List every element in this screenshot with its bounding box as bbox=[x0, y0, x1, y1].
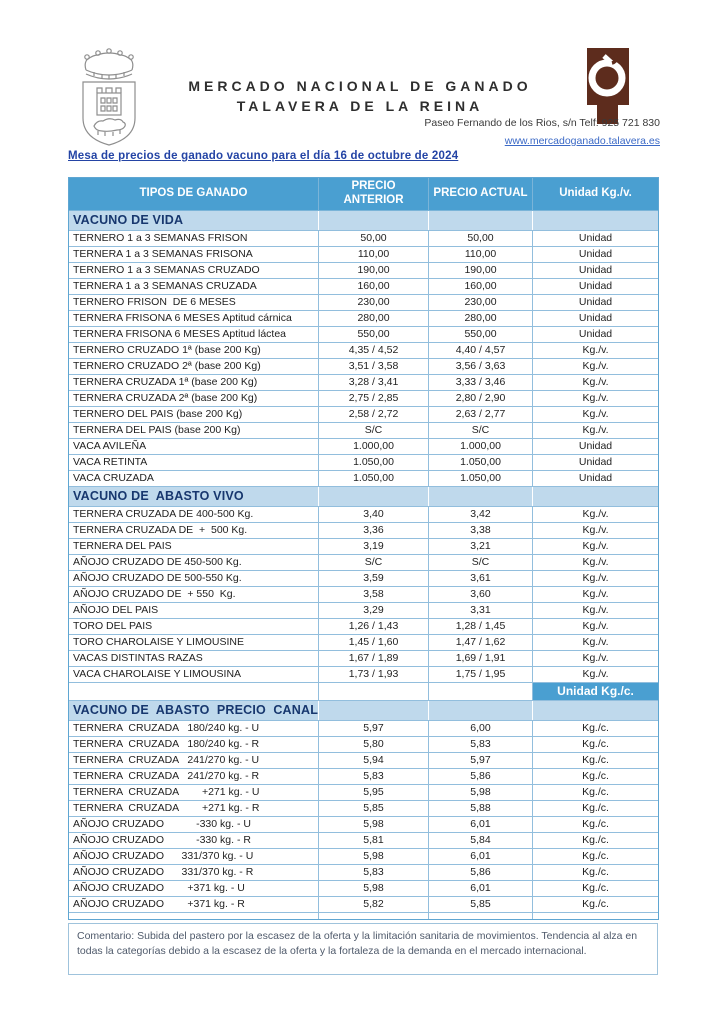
cell-precio-anterior: 5,97 bbox=[319, 720, 429, 736]
cell-precio-actual: 4,40 / 4,57 bbox=[429, 342, 533, 358]
cell-precio-actual: 1,75 / 1,95 bbox=[429, 666, 533, 682]
cell-tipo: TERNERO 1 a 3 SEMANAS CRUZADO bbox=[69, 262, 319, 278]
cell-precio-actual: 3,61 bbox=[429, 570, 533, 586]
table-row bbox=[69, 262, 659, 278]
cell-precio-actual: 550,00 bbox=[429, 326, 533, 342]
table-row bbox=[69, 650, 659, 666]
empty-row bbox=[69, 912, 659, 919]
price-table bbox=[68, 177, 659, 920]
cell-precio-anterior: 230,00 bbox=[319, 294, 429, 310]
cell-precio-actual: 6,01 bbox=[429, 816, 533, 832]
cell-unidad: Unidad bbox=[533, 262, 659, 278]
organization-name bbox=[150, 76, 570, 116]
cell-precio-anterior: 5,82 bbox=[319, 896, 429, 912]
table-row bbox=[69, 768, 659, 784]
cell-precio-actual: 3,42 bbox=[429, 506, 533, 522]
cell-unidad: Kg./v. bbox=[533, 602, 659, 618]
cell-precio-anterior: 2,58 / 2,72 bbox=[319, 406, 429, 422]
cell-precio-anterior: 50,00 bbox=[319, 230, 429, 246]
table-row bbox=[69, 374, 659, 390]
empty-cell bbox=[429, 682, 533, 700]
empty-cell bbox=[319, 682, 429, 700]
cell-tipo: TERNERA CRUZADA DE 400-500 Kg. bbox=[69, 506, 319, 522]
cell-precio-actual: 6,01 bbox=[429, 880, 533, 896]
table-row bbox=[69, 736, 659, 752]
section-fill-cell bbox=[319, 700, 429, 720]
cell-unidad: Unidad bbox=[533, 294, 659, 310]
section-fill-cell bbox=[533, 486, 659, 506]
section-fill-cell bbox=[429, 486, 533, 506]
cell-unidad: Kg./c. bbox=[533, 784, 659, 800]
table-row bbox=[69, 454, 659, 470]
cell-unidad: Kg./v. bbox=[533, 650, 659, 666]
table-row bbox=[69, 880, 659, 896]
cell-precio-actual: 3,56 / 3,63 bbox=[429, 358, 533, 374]
table-row bbox=[69, 522, 659, 538]
cell-unidad: Unidad bbox=[533, 438, 659, 454]
table-row bbox=[69, 752, 659, 768]
cell-precio-anterior: 3,59 bbox=[319, 570, 429, 586]
table-row bbox=[69, 310, 659, 326]
cell-precio-anterior: 5,85 bbox=[319, 800, 429, 816]
cell-tipo: TORO DEL PAIS bbox=[69, 618, 319, 634]
cell-precio-actual: 230,00 bbox=[429, 294, 533, 310]
cell-precio-actual: 5,88 bbox=[429, 800, 533, 816]
cell-unidad: Kg./v. bbox=[533, 618, 659, 634]
cell-tipo: TERNERA FRISONA 6 MESES Aptitud láctea bbox=[69, 326, 319, 342]
cell-tipo: VACA CHAROLAISE Y LIMOUSINA bbox=[69, 666, 319, 682]
table-row bbox=[69, 554, 659, 570]
cell-unidad: Kg./c. bbox=[533, 720, 659, 736]
cell-precio-anterior: 280,00 bbox=[319, 310, 429, 326]
cell-unidad: Kg./c. bbox=[533, 832, 659, 848]
cell-precio-actual: 110,00 bbox=[429, 246, 533, 262]
cell-precio-anterior: 550,00 bbox=[319, 326, 429, 342]
cell-unidad: Kg./c. bbox=[533, 816, 659, 832]
cell-precio-anterior: 5,80 bbox=[319, 736, 429, 752]
table-row bbox=[69, 618, 659, 634]
table-row bbox=[69, 864, 659, 880]
cell-precio-anterior: 5,83 bbox=[319, 768, 429, 784]
cell-precio-actual: 1.050,00 bbox=[429, 470, 533, 486]
section-title: VACUNO DE VIDA bbox=[69, 210, 319, 230]
cell-unidad: Unidad bbox=[533, 246, 659, 262]
cell-unidad: Kg./c. bbox=[533, 736, 659, 752]
section-header-row bbox=[69, 700, 659, 720]
cell-unidad: Kg./v. bbox=[533, 554, 659, 570]
table-row bbox=[69, 832, 659, 848]
table-row bbox=[69, 538, 659, 554]
cell-tipo: TERNERA CRUZADA +271 kg. - U bbox=[69, 784, 319, 800]
cell-precio-anterior: 3,51 / 3,58 bbox=[319, 358, 429, 374]
cell-precio-actual: 3,31 bbox=[429, 602, 533, 618]
cell-unidad: Kg./c. bbox=[533, 800, 659, 816]
cell-precio-anterior: 3,36 bbox=[319, 522, 429, 538]
cell-tipo: TERNERA CRUZADA DE + 500 Kg. bbox=[69, 522, 319, 538]
cell-unidad: Kg./v. bbox=[533, 390, 659, 406]
table-row bbox=[69, 390, 659, 406]
brown-ring-p-logo-icon bbox=[584, 48, 632, 124]
cell-unidad: Kg./v. bbox=[533, 374, 659, 390]
cell-precio-anterior: 1,45 / 1,60 bbox=[319, 634, 429, 650]
cell-unidad: Kg./v. bbox=[533, 422, 659, 438]
cell-precio-anterior: 1,73 / 1,93 bbox=[319, 666, 429, 682]
table-row bbox=[69, 848, 659, 864]
section-fill-cell bbox=[533, 210, 659, 230]
cell-tipo: AÑOJO CRUZADO -330 kg. - U bbox=[69, 816, 319, 832]
cell-precio-actual: 5,83 bbox=[429, 736, 533, 752]
cell-tipo: TERNERA CRUZADA 180/240 kg. - R bbox=[69, 736, 319, 752]
cell-unidad: Kg./v. bbox=[533, 506, 659, 522]
cell-precio-actual: 6,01 bbox=[429, 848, 533, 864]
cell-tipo: AÑOJO CRUZADO DE + 550 Kg. bbox=[69, 586, 319, 602]
cell-unidad: Kg./v. bbox=[533, 342, 659, 358]
cell-tipo: TERNERO CRUZADO 1ª (base 200 Kg) bbox=[69, 342, 319, 358]
cell-tipo: TERNERA CRUZADA 241/270 kg. - R bbox=[69, 768, 319, 784]
table-row bbox=[69, 438, 659, 454]
cell-precio-anterior: 160,00 bbox=[319, 278, 429, 294]
cell-precio-actual: 1.000,00 bbox=[429, 438, 533, 454]
cell-precio-anterior: 5,94 bbox=[319, 752, 429, 768]
section-header-row bbox=[69, 210, 659, 230]
page-title: Mesa de precios de ganado vacuno para el día 16 de octubre de 2024 bbox=[68, 150, 459, 162]
cell-precio-anterior: 3,19 bbox=[319, 538, 429, 554]
table-row bbox=[69, 294, 659, 310]
cell-tipo: TERNERO CRUZADO 2ª (base 200 Kg) bbox=[69, 358, 319, 374]
cell-precio-actual: S/C bbox=[429, 554, 533, 570]
empty-cell bbox=[69, 682, 319, 700]
cell-precio-anterior: 3,40 bbox=[319, 506, 429, 522]
cell-unidad: Unidad bbox=[533, 470, 659, 486]
cell-unidad: Kg./v. bbox=[533, 586, 659, 602]
cell-tipo: AÑOJO CRUZADO +371 kg. - U bbox=[69, 880, 319, 896]
cell-unidad: Kg./v. bbox=[533, 406, 659, 422]
cell-precio-actual: 3,38 bbox=[429, 522, 533, 538]
table-row bbox=[69, 816, 659, 832]
unit-change-row bbox=[69, 682, 659, 700]
section-title: VACUNO DE ABASTO VIVO bbox=[69, 486, 319, 506]
table-row bbox=[69, 800, 659, 816]
section-fill-cell bbox=[429, 700, 533, 720]
cell-tipo: AÑOJO DEL PAIS bbox=[69, 602, 319, 618]
cell-precio-actual: 160,00 bbox=[429, 278, 533, 294]
cell-precio-anterior: 3,58 bbox=[319, 586, 429, 602]
website-link[interactable]: www.mercadoganado.talavera.es bbox=[504, 135, 660, 147]
cell-precio-actual: 1,47 / 1,62 bbox=[429, 634, 533, 650]
cell-precio-anterior: 1.050,00 bbox=[319, 454, 429, 470]
empty-cell bbox=[69, 912, 319, 919]
table-row bbox=[69, 326, 659, 342]
table-row bbox=[69, 422, 659, 438]
cell-precio-anterior: 1,26 / 1,43 bbox=[319, 618, 429, 634]
table-row bbox=[69, 506, 659, 522]
cell-precio-anterior: 190,00 bbox=[319, 262, 429, 278]
cell-tipo: TERNERA CRUZADA 2ª (base 200 Kg) bbox=[69, 390, 319, 406]
cell-unidad: Kg./v. bbox=[533, 666, 659, 682]
cell-unidad: Kg./v. bbox=[533, 358, 659, 374]
cell-tipo: TERNERO 1 a 3 SEMANAS FRISON bbox=[69, 230, 319, 246]
cell-tipo: AÑOJO CRUZADO DE 500-550 Kg. bbox=[69, 570, 319, 586]
cell-precio-actual: 5,86 bbox=[429, 768, 533, 784]
section-header-row bbox=[69, 486, 659, 506]
cell-tipo: AÑOJO CRUZADO -330 kg. - R bbox=[69, 832, 319, 848]
cell-precio-anterior: 1.050,00 bbox=[319, 470, 429, 486]
cell-precio-anterior: 1,67 / 1,89 bbox=[319, 650, 429, 666]
cell-precio-anterior: S/C bbox=[319, 554, 429, 570]
table-row bbox=[69, 720, 659, 736]
cell-precio-anterior: 5,98 bbox=[319, 848, 429, 864]
cell-tipo: AÑOJO CRUZADO +371 kg. - R bbox=[69, 896, 319, 912]
cell-precio-actual: 5,98 bbox=[429, 784, 533, 800]
section-fill-cell bbox=[429, 210, 533, 230]
cell-unidad: Unidad bbox=[533, 310, 659, 326]
table-row bbox=[69, 634, 659, 650]
cell-unidad: Kg./c. bbox=[533, 752, 659, 768]
cell-tipo: AÑOJO CRUZADO 331/370 kg. - U bbox=[69, 848, 319, 864]
cell-precio-actual: 3,60 bbox=[429, 586, 533, 602]
table-row bbox=[69, 570, 659, 586]
address-line: Paseo Fernando de los Rios, s/n Telf: 925 721 830 bbox=[424, 117, 660, 129]
cell-unidad: Kg./v. bbox=[533, 570, 659, 586]
col-header-tipos-de-ganado: TIPOS DE GANADO bbox=[69, 178, 319, 211]
cell-tipo: TERNERA CRUZADA 241/270 kg. - U bbox=[69, 752, 319, 768]
cell-precio-anterior: 5,83 bbox=[319, 864, 429, 880]
org-name-line1: MERCADO NACIONAL DE GANADO bbox=[188, 78, 532, 94]
cell-precio-actual: 3,33 / 3,46 bbox=[429, 374, 533, 390]
cell-precio-anterior: 2,75 / 2,85 bbox=[319, 390, 429, 406]
cell-unidad: Kg./c. bbox=[533, 880, 659, 896]
cell-tipo: VACA RETINTA bbox=[69, 454, 319, 470]
cell-unidad: Unidad bbox=[533, 454, 659, 470]
col-header-unidad: Unidad Kg./v. bbox=[533, 178, 659, 211]
cell-tipo: TORO CHAROLAISE Y LIMOUSINE bbox=[69, 634, 319, 650]
cell-precio-anterior: 3,28 / 3,41 bbox=[319, 374, 429, 390]
cell-tipo: VACA CRUZADA bbox=[69, 470, 319, 486]
cell-precio-actual: 2,63 / 2,77 bbox=[429, 406, 533, 422]
cell-precio-actual: S/C bbox=[429, 422, 533, 438]
col-header-precio-actual: PRECIO ACTUAL bbox=[429, 178, 533, 211]
cell-unidad: Kg./v. bbox=[533, 522, 659, 538]
cell-tipo: TERNERA CRUZADA +271 kg. - R bbox=[69, 800, 319, 816]
table-row bbox=[69, 602, 659, 618]
table-row bbox=[69, 666, 659, 682]
cell-precio-actual: 1.050,00 bbox=[429, 454, 533, 470]
cell-unidad: Unidad bbox=[533, 326, 659, 342]
table-row bbox=[69, 278, 659, 294]
cell-precio-actual: 280,00 bbox=[429, 310, 533, 326]
org-name-line2: TALAVERA DE LA REINA bbox=[236, 98, 484, 114]
col-header-precio-anterior: PRECIO ANTERIOR bbox=[319, 178, 429, 211]
comment-text: Comentario: Subida del pastero por la escasez de la oferta y la limitación sanitaria de movimientos. Tendencia al alza en todas la categorías debido a la escasez de la oferta y la fortaleza de la demanda en el mercado internacional. bbox=[77, 929, 638, 957]
cell-precio-actual: 6,00 bbox=[429, 720, 533, 736]
table-row bbox=[69, 586, 659, 602]
cell-precio-actual: 3,21 bbox=[429, 538, 533, 554]
table-row bbox=[69, 230, 659, 246]
section-fill-cell bbox=[533, 700, 659, 720]
empty-cell bbox=[533, 912, 659, 919]
cell-precio-actual: 5,84 bbox=[429, 832, 533, 848]
cell-tipo: TERNERO DEL PAIS (base 200 Kg) bbox=[69, 406, 319, 422]
cell-unidad: Kg./c. bbox=[533, 864, 659, 880]
unit-change-label: Unidad Kg./c. bbox=[533, 682, 659, 700]
cell-precio-anterior: 5,98 bbox=[319, 880, 429, 896]
cell-precio-anterior: 1.000,00 bbox=[319, 438, 429, 454]
cell-precio-actual: 190,00 bbox=[429, 262, 533, 278]
cell-precio-anterior: S/C bbox=[319, 422, 429, 438]
cell-precio-actual: 5,97 bbox=[429, 752, 533, 768]
cell-unidad: Unidad bbox=[533, 278, 659, 294]
cell-precio-actual: 5,85 bbox=[429, 896, 533, 912]
price-table-body bbox=[69, 210, 659, 919]
cell-tipo: TERNERA CRUZADA 1ª (base 200 Kg) bbox=[69, 374, 319, 390]
table-header-row bbox=[69, 178, 659, 211]
cell-tipo: VACAS DISTINTAS RAZAS bbox=[69, 650, 319, 666]
cell-tipo: AÑOJO CRUZADO 331/370 kg. - R bbox=[69, 864, 319, 880]
cell-precio-anterior: 4,35 / 4,52 bbox=[319, 342, 429, 358]
cell-precio-actual: 2,80 / 2,90 bbox=[429, 390, 533, 406]
cell-unidad: Kg./v. bbox=[533, 634, 659, 650]
cell-precio-anterior: 3,29 bbox=[319, 602, 429, 618]
cell-unidad: Kg./c. bbox=[533, 848, 659, 864]
cell-precio-actual: 50,00 bbox=[429, 230, 533, 246]
cell-tipo: TERNERA DEL PAIS (base 200 Kg) bbox=[69, 422, 319, 438]
table-row bbox=[69, 896, 659, 912]
cell-tipo: TERNERO FRISON DE 6 MESES bbox=[69, 294, 319, 310]
section-fill-cell bbox=[319, 486, 429, 506]
section-title: VACUNO DE ABASTO PRECIO CANAL bbox=[69, 700, 319, 720]
price-table-container bbox=[68, 177, 658, 975]
cell-tipo: TERNERA CRUZADA 180/240 kg. - U bbox=[69, 720, 319, 736]
empty-cell bbox=[429, 912, 533, 919]
cell-precio-actual: 1,69 / 1,91 bbox=[429, 650, 533, 666]
cell-unidad: Unidad bbox=[533, 230, 659, 246]
cell-unidad: Kg./v. bbox=[533, 538, 659, 554]
table-row bbox=[69, 342, 659, 358]
table-row bbox=[69, 784, 659, 800]
table-row bbox=[69, 406, 659, 422]
table-row bbox=[69, 470, 659, 486]
cell-tipo: AÑOJO CRUZADO DE 450-500 Kg. bbox=[69, 554, 319, 570]
cell-tipo: TERNERA FRISONA 6 MESES Aptitud cárnica bbox=[69, 310, 319, 326]
cell-tipo: TERNERA 1 a 3 SEMANAS FRISONA bbox=[69, 246, 319, 262]
table-row bbox=[69, 358, 659, 374]
cell-tipo: TERNERA DEL PAIS bbox=[69, 538, 319, 554]
cell-precio-anterior: 5,98 bbox=[319, 816, 429, 832]
coat-of-arms-crest-icon bbox=[74, 48, 144, 150]
empty-cell bbox=[319, 912, 429, 919]
comment-box bbox=[68, 923, 658, 975]
cell-precio-actual: 5,86 bbox=[429, 864, 533, 880]
cell-unidad: Kg./c. bbox=[533, 768, 659, 784]
contact-info bbox=[424, 116, 660, 149]
cell-precio-actual: 1,28 / 1,45 bbox=[429, 618, 533, 634]
cell-precio-anterior: 5,81 bbox=[319, 832, 429, 848]
table-row bbox=[69, 246, 659, 262]
cell-precio-anterior: 5,95 bbox=[319, 784, 429, 800]
cell-precio-anterior: 110,00 bbox=[319, 246, 429, 262]
cell-tipo: VACA AVILEÑA bbox=[69, 438, 319, 454]
cell-tipo: TERNERA 1 a 3 SEMANAS CRUZADA bbox=[69, 278, 319, 294]
section-fill-cell bbox=[319, 210, 429, 230]
cell-unidad: Kg./c. bbox=[533, 896, 659, 912]
